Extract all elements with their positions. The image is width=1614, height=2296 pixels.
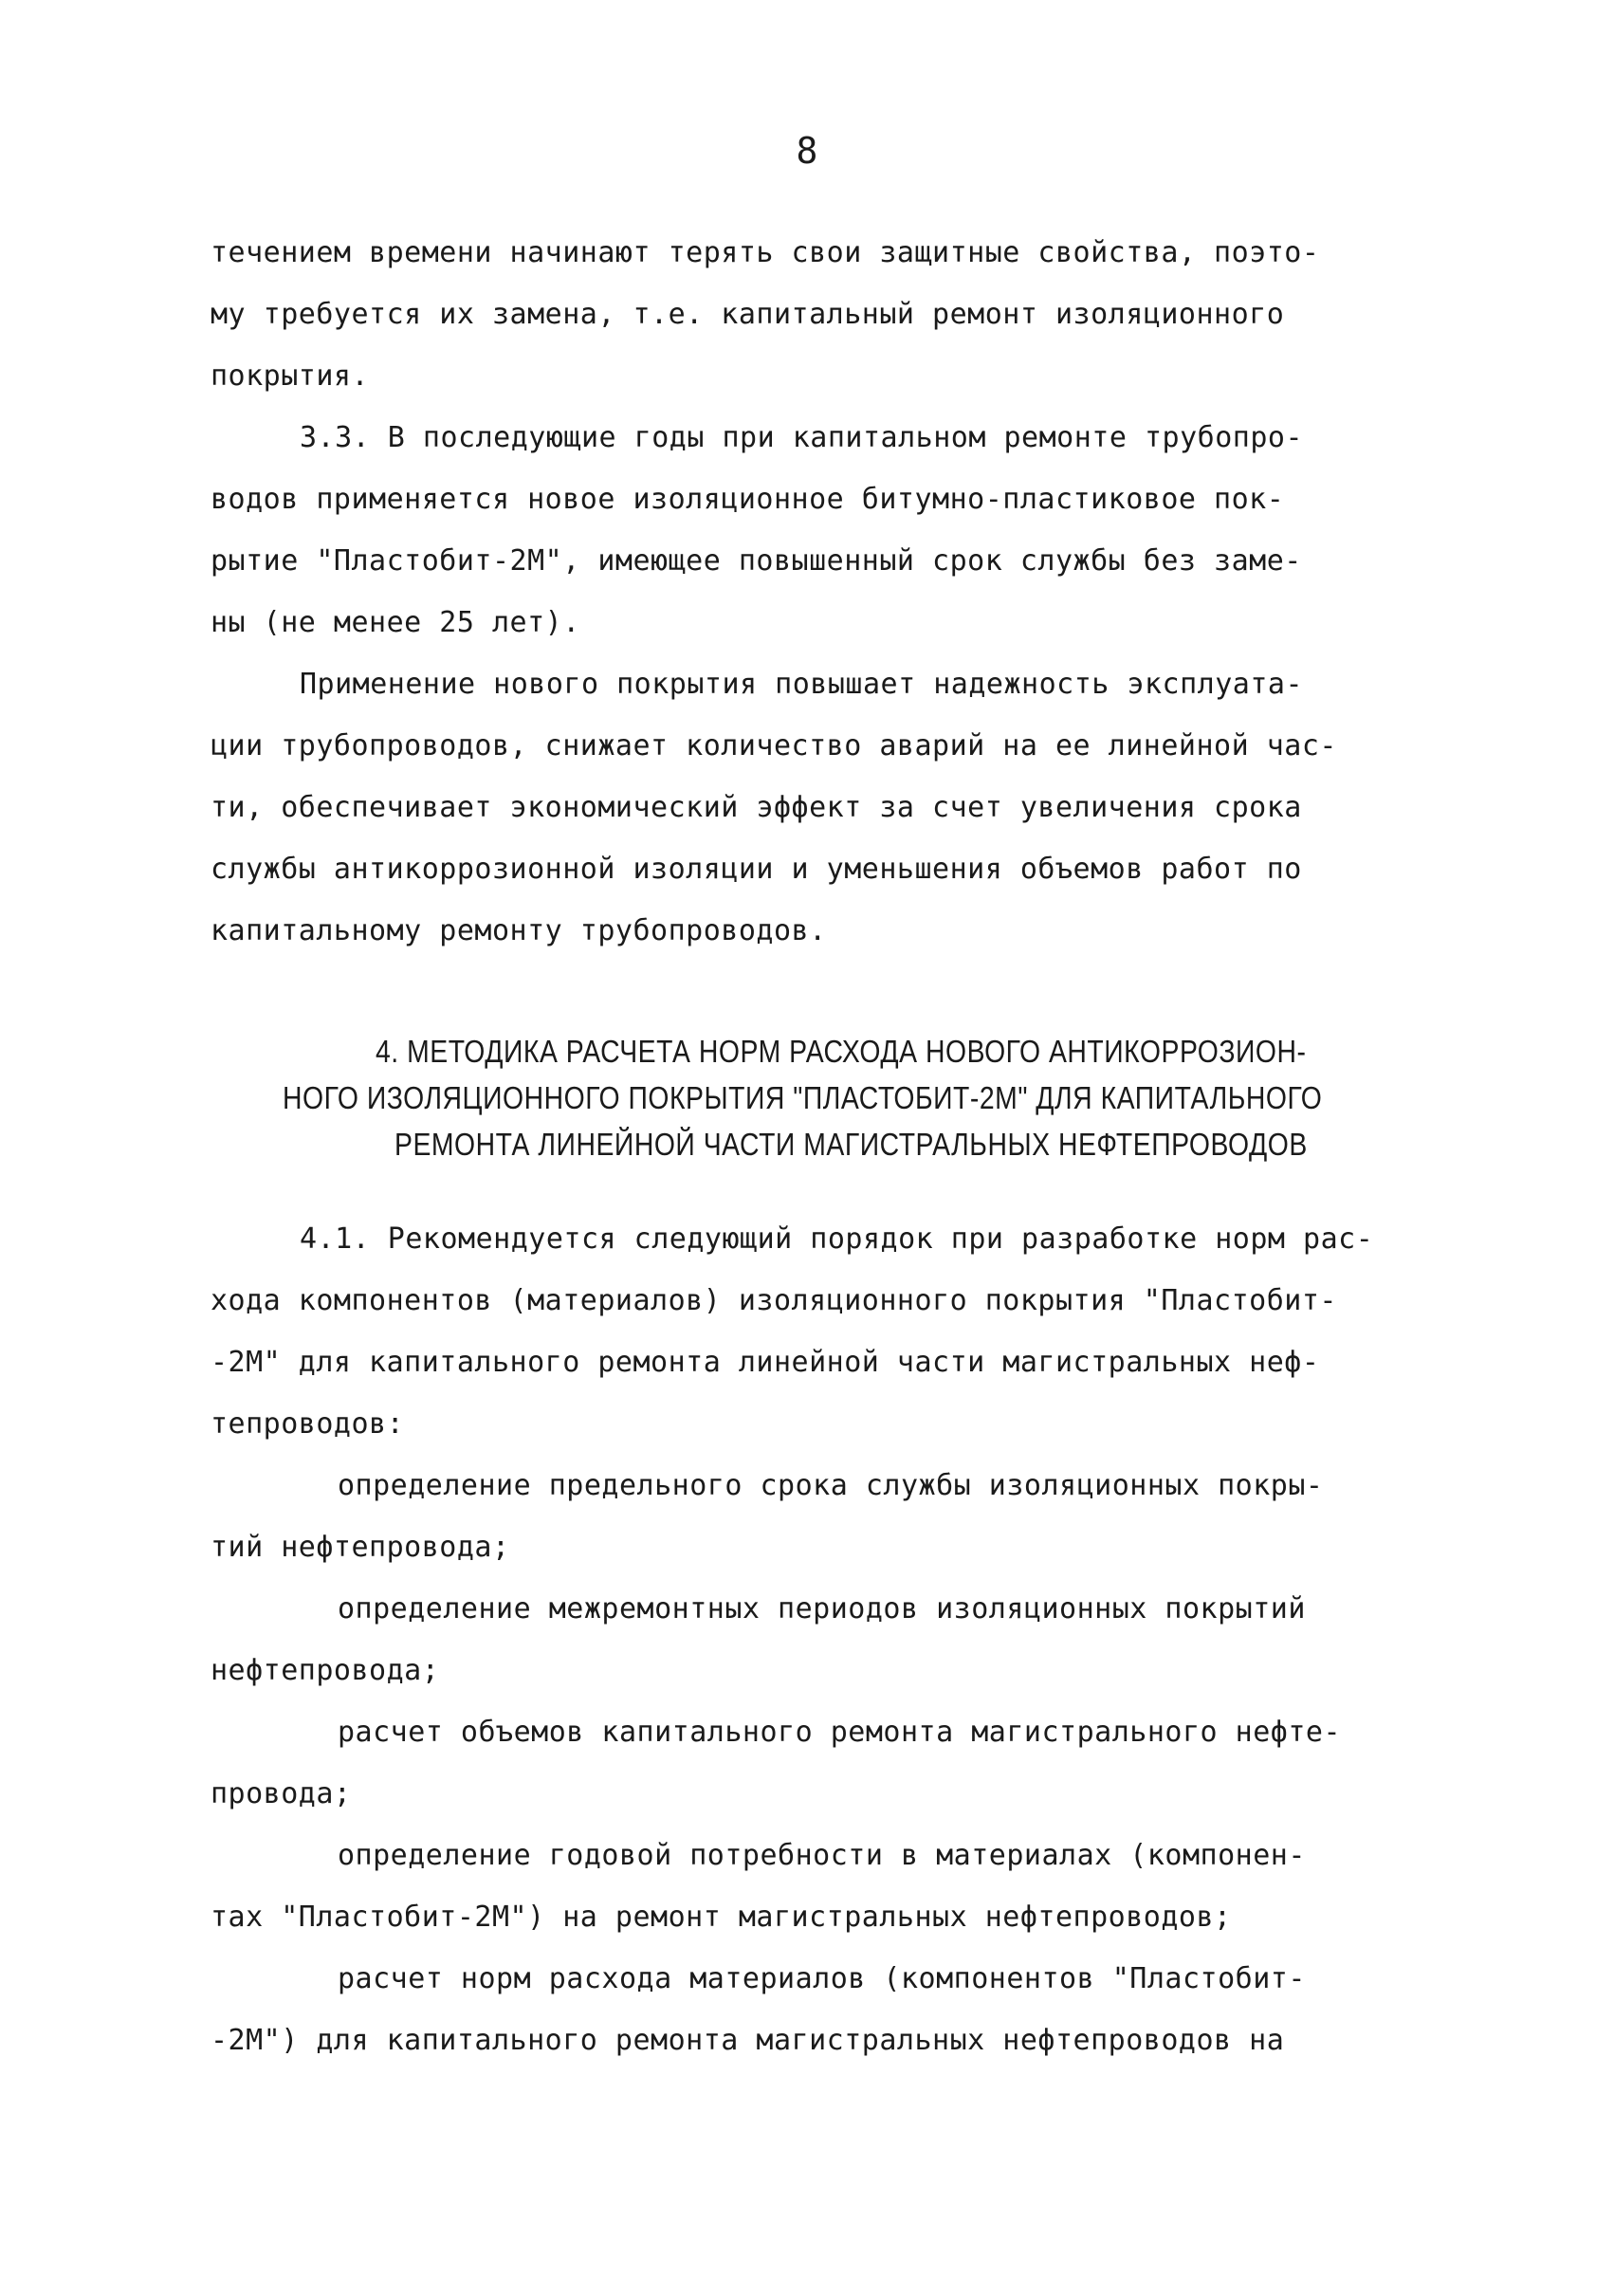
heading-line: 4. МЕТОДИКА РАСЧЕТА НОРМ РАСХОДА НОВОГО АНТИКОРРОЗИОН- [376,1034,1307,1069]
text-line: ции трубопроводов, снижает количество аварий на ее линейной час- [211,729,1337,762]
text-line: покрытия. [211,359,370,393]
text-line: нефтепровода; [211,1654,440,1687]
heading-line: НОГО ИЗОЛЯЦИОННОГО ПОКРЫТИЯ "ПЛАСТОБИТ-2М" ДЛЯ КАПИТАЛЬНОГО [283,1080,1323,1115]
text-line: рытие "Пластобит-2М", имеющее повышенный срок службы без заме- [211,544,1302,578]
text-line: службы антикоррозионной изоляции и уменьшения объемов работ по [211,853,1302,886]
text-line: капитальному ремонту трубопроводов. [211,914,827,947]
text-line: -2М") для капитального ремонта магистральных нефтепроводов на [211,2024,1285,2057]
text-line: Применение нового покрытия повышает надежность эксплуата- [300,668,1304,701]
text-line: ти, обеспечивает экономический эффект за счет увеличения срока [211,791,1302,824]
text-line: водов применяется новое изоляционное битумно-пластиковое пок- [211,483,1285,516]
text-line: ны (не менее 25 лет). [211,606,580,639]
text-line: хода компонентов (материалов) изоляционного покрытия "Пластобит- [211,1284,1337,1317]
text-line: тепроводов: [211,1407,405,1441]
text-line: определение межремонтных периодов изоляционных покрытий [338,1592,1306,1626]
heading-line: РЕМОНТА ЛИНЕЙНОЙ ЧАСТИ МАГИСТРАЛЬНЫХ НЕФТЕПРОВОДОВ [394,1127,1308,1162]
text-line: определение годовой потребности в материалах (компонен- [338,1839,1306,1872]
text-line: расчет объемов капитального ремонта магистрального нефте- [338,1716,1342,1749]
text-line: определение предельного срока службы изоляционных покры- [338,1469,1324,1502]
text-line: расчет норм расхода материалов (компонентов "Пластобит- [338,1962,1306,1995]
page-number: 8 [796,130,818,172]
text-line: 4.1. Рекомендуется следующий порядок при разработке норм рас- [300,1222,1374,1256]
text-line: му требуется их замена, т.е. капитальный ремонт изоляционного [211,298,1285,331]
text-line: течением времени начинают терять свои защитные свойства, поэто- [211,236,1320,269]
text-line: тий нефтепровода; [211,1531,510,1564]
text-line: провода; [211,1777,352,1810]
text-line: 3.3. В последующие годы при капитальном ремонте трубопро- [300,421,1304,454]
text-line: -2М" для капитального ремонта линейной части магистральных неф- [211,1346,1320,1379]
text-line: тах "Пластобит-2М") на ремонт магистральных нефтепроводов; [211,1901,1232,1934]
